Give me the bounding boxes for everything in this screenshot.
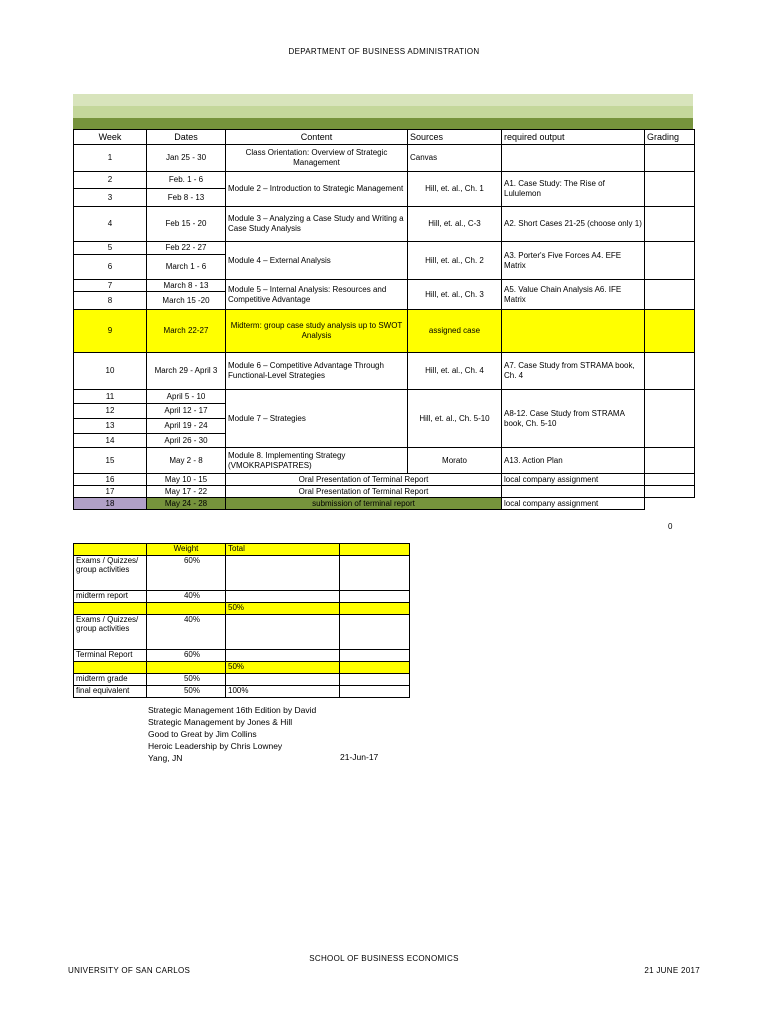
weight-header: Weight: [147, 544, 226, 556]
footer-university: UNIVERSITY OF SAN CARLOS: [68, 966, 191, 975]
content-cell: Module 4 – External Analysis: [226, 242, 408, 280]
label-cell: midterm grade: [74, 674, 147, 686]
total-cell: 50%: [226, 662, 340, 674]
week-cell: 5: [74, 242, 147, 255]
content-cell: Module 2 – Introduction to Strategic Management: [226, 172, 408, 207]
blank-cell: [340, 686, 410, 698]
table-row: [74, 486, 695, 498]
week-cell: 7: [74, 280, 147, 292]
dates-cell: April 26 - 30: [147, 434, 226, 448]
content-cell: Module 5 – Internal Analysis: Resources and Competitive Advantage: [226, 280, 408, 310]
author-name: Yang, JN: [148, 753, 183, 763]
weight-cell: 40%: [147, 591, 226, 603]
output-cell: A1. Case Study: The Rise of Lululemon: [502, 172, 645, 207]
reference-item: Heroic Leadership by Chris Lowney: [148, 741, 283, 751]
blank-cell: [340, 556, 410, 591]
content-cell: Module 7 – Strategies: [226, 390, 408, 448]
content-cell: Module 6 – Competitive Advantage Through Functional-Level Strategies: [226, 353, 408, 390]
dates-cell: March 1 - 6: [147, 255, 226, 280]
grading-cell: [645, 145, 695, 172]
table-row: [74, 172, 695, 189]
week-cell: 13: [74, 419, 147, 434]
week-cell: 12: [74, 404, 147, 419]
grading-cell: [645, 207, 695, 242]
week-cell: 10: [74, 353, 147, 390]
col-sources: Sources: [408, 130, 502, 145]
week-cell: 15: [74, 448, 147, 474]
content-cell: Oral Presentation of Terminal Report: [226, 474, 502, 486]
week-cell: 9: [74, 310, 147, 353]
reference-item: Good to Great by Jim Collins: [148, 729, 257, 739]
output-cell: A3. Porter's Five Forces A4. EFE Matrix: [502, 242, 645, 280]
label-cell: [74, 662, 147, 674]
output-cell: [502, 145, 645, 172]
week-cell: 17: [74, 486, 147, 498]
weight-cell: [147, 662, 226, 674]
grading-cell: [645, 448, 695, 474]
table-row: [74, 145, 695, 172]
footer-date: 21 JUNE 2017: [644, 966, 700, 975]
output-cell: A13. Action Plan: [502, 448, 645, 474]
week-cell: 3: [74, 189, 147, 207]
grading-cell: [645, 498, 695, 510]
reference-item: Strategic Management 16th Edition by David: [148, 705, 317, 715]
grading-cell: [645, 353, 695, 390]
label-cell: midterm report: [74, 591, 147, 603]
table-row-final: [74, 498, 695, 510]
total-cell: [226, 556, 340, 591]
label-cell: Exams / Quizzes/ group activities: [74, 556, 147, 591]
blank-cell: [340, 662, 410, 674]
content-cell: Midterm: group case study analysis up to SWOT Analysis: [226, 310, 408, 353]
label-cell: Terminal Report: [74, 650, 147, 662]
content-cell: Class Orientation: Overview of Strategic Management: [226, 145, 408, 172]
table-row: [74, 207, 695, 242]
week-cell: 14: [74, 434, 147, 448]
table-row: [74, 474, 695, 486]
source-cell: Hill, et. al., Ch. 1: [408, 172, 502, 207]
source-cell: Hill, et. al., Ch. 4: [408, 353, 502, 390]
dates-cell: Feb. 1 - 6: [147, 172, 226, 189]
content-cell: Oral Presentation of Terminal Report: [226, 486, 502, 498]
col-dates: Dates: [147, 130, 226, 145]
label-cell: Exams / Quizzes/ group activities: [74, 615, 147, 650]
department-title: DEPARTMENT OF BUSINESS ADMINISTRATION: [288, 47, 480, 56]
table-row-midterm: [74, 310, 695, 353]
content-cell: Module 3 – Analyzing a Case Study and Writing a Case Study Analysis: [226, 207, 408, 242]
dates-cell: April 12 - 17: [147, 404, 226, 419]
week-cell: 11: [74, 390, 147, 404]
weight-cell: 60%: [147, 650, 226, 662]
source-cell: Hill, et. al., Ch. 3: [408, 280, 502, 310]
total-header: Total: [226, 544, 340, 556]
blank-cell: [340, 591, 410, 603]
dates-cell: March 22-27: [147, 310, 226, 353]
dates-cell: May 24 - 28: [147, 498, 226, 510]
dates-cell: March 8 - 13: [147, 280, 226, 292]
week-cell: 16: [74, 474, 147, 486]
dates-cell: March 29 - April 3: [147, 353, 226, 390]
table-row: [74, 591, 410, 603]
dates-cell: May 10 - 15: [147, 474, 226, 486]
total-cell: [226, 674, 340, 686]
grading-cell: [645, 310, 695, 353]
output-cell: A8-12. Case Study from STRAMA book, Ch. 5-10: [502, 390, 645, 448]
source-cell: Hill, et. al., Ch. 2: [408, 242, 502, 280]
references-list: [148, 704, 316, 764]
table-row: [74, 390, 695, 404]
total-cell: 100%: [226, 686, 340, 698]
grading-cell: [645, 242, 695, 280]
table-row: [74, 448, 695, 474]
blank-cell: [340, 650, 410, 662]
total-cell: [226, 650, 340, 662]
table-row: [74, 242, 695, 255]
output-cell: A2. Short Cases 21-25 (choose only 1): [502, 207, 645, 242]
output-cell: A7. Case Study from STRAMA book, Ch. 4: [502, 353, 645, 390]
label-cell: [74, 544, 147, 556]
blank-cell: [340, 615, 410, 650]
content-cell: submission of terminal report: [226, 498, 502, 510]
table-row: [74, 674, 410, 686]
source-cell: Canvas: [408, 145, 502, 172]
total-cell: [226, 615, 340, 650]
grading-cell: [645, 474, 695, 486]
dates-cell: April 5 - 10: [147, 390, 226, 404]
week-cell: 1: [74, 145, 147, 172]
week-cell: 6: [74, 255, 147, 280]
dates-cell: May 2 - 8: [147, 448, 226, 474]
content-cell: Module 8. Implementing Strategy (VMOKRAPISPATRES): [226, 448, 408, 474]
source-cell: Hill, et. al., C-3: [408, 207, 502, 242]
col-week: Week: [74, 130, 147, 145]
label-cell: [74, 603, 147, 615]
schedule-header-row: [74, 130, 695, 145]
footer-school: SCHOOL OF BUSINESS ECONOMICS: [309, 954, 459, 963]
source-cell: Morato: [408, 448, 502, 474]
reference-item: Strategic Management by Jones & Hill: [148, 717, 293, 727]
week-cell: 2: [74, 172, 147, 189]
grading-cell: [645, 486, 695, 498]
table-row: [74, 353, 695, 390]
table-row: [74, 556, 410, 591]
output-cell: A5. Value Chain Analysis A6. IFE Matrix: [502, 280, 645, 310]
table-row: [74, 650, 410, 662]
grades-header-row: [74, 544, 410, 556]
table-row: [74, 615, 410, 650]
dates-cell: Feb 15 - 20: [147, 207, 226, 242]
col-output: required output: [502, 130, 645, 145]
blank-cell: [340, 603, 410, 615]
source-cell: Hill, et. al., Ch. 5-10: [408, 390, 502, 448]
weight-cell: 50%: [147, 686, 226, 698]
output-cell: [502, 486, 645, 498]
label-cell: final equivalent: [74, 686, 147, 698]
total-cell: [226, 591, 340, 603]
output-cell: local company assignment: [502, 474, 645, 486]
weight-cell: 60%: [147, 556, 226, 591]
dates-cell: Feb 8 - 13: [147, 189, 226, 207]
weight-cell: [147, 603, 226, 615]
col-grading: Grading: [645, 130, 695, 145]
output-cell: local company assignment: [502, 498, 645, 510]
table-row: [74, 280, 695, 292]
blank-cell: [340, 674, 410, 686]
week-cell: 4: [74, 207, 147, 242]
date-short: 21-Jun-17: [340, 752, 379, 762]
table-row: [74, 662, 410, 674]
schedule-table: [73, 129, 695, 510]
dates-cell: April 19 - 24: [147, 419, 226, 434]
col-content: Content: [226, 130, 408, 145]
header-band-mid: [73, 106, 693, 118]
dates-cell: Jan 25 - 30: [147, 145, 226, 172]
weight-cell: 50%: [147, 674, 226, 686]
grades-table: [73, 543, 410, 698]
source-cell: assigned case: [408, 310, 502, 353]
dates-cell: March 15 -20: [147, 292, 226, 310]
week-cell: 18: [74, 498, 147, 510]
header-band-light: [73, 94, 693, 106]
blank-cell: [340, 544, 410, 556]
table-row: [74, 603, 410, 615]
week-cell: 8: [74, 292, 147, 310]
grading-cell: [645, 390, 695, 448]
total-cell: 50%: [226, 603, 340, 615]
grading-cell: [645, 280, 695, 310]
total-value: 0: [668, 522, 673, 531]
dates-cell: Feb 22 - 27: [147, 242, 226, 255]
grading-cell: [645, 172, 695, 207]
dates-cell: May 17 - 22: [147, 486, 226, 498]
weight-cell: 40%: [147, 615, 226, 650]
header-band-dark: [73, 118, 693, 129]
table-row: [74, 686, 410, 698]
output-cell: [502, 310, 645, 353]
